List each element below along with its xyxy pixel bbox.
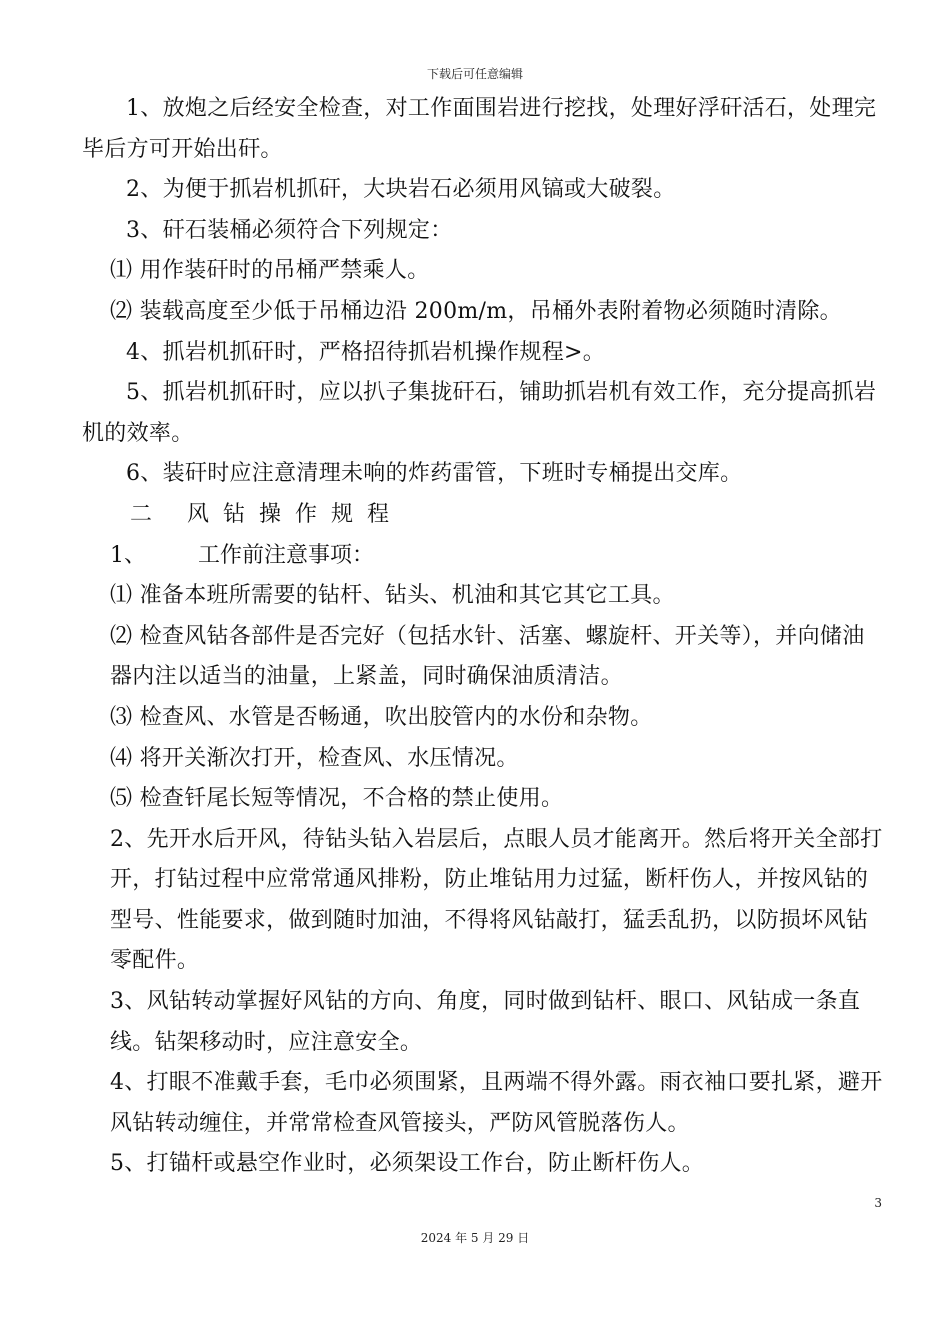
step-1-heading	[82, 536, 886, 577]
footer-date: 2024 年 5 月 29 日	[420, 1231, 530, 1245]
step-2: 2、先开水后开风，待钻头钻入岩层后，点眼人员才能离开。然后将开关全部打开，打钻过程中应常常通风排粉，防止堆钻用力过猛，断杆伤人，并按风钻的型号、性能要求，做到随时加油，不得将风钻敲打，猛丢乱扔，以防损坏风钻零配件。	[110, 826, 883, 974]
header-note: 下载后可任意编辑	[426, 67, 523, 81]
paragraph-2: 2、为便于抓岩机抓矸，大块岩石必须用风镐或大破裂。	[126, 177, 676, 203]
step-4: 4、打眼不准戴手套，毛巾必须围紧，且两端不得外露。雨衣袖口要扎紧，避开风钻转动缠住，并常常检查风管接头，严防风管脱落伤人。	[110, 1070, 883, 1136]
item-2: ⑵ 检查风钻各部件是否完好（包括水针、活塞、螺旋杆、开关等），并向储油器内注以适当的油量，上紧盖，同时确保油质清洁。	[110, 623, 865, 690]
paragraph-3-2: ⑵ 装载高度至少低于吊桶边沿 200m/m，吊桶外表附着物必须随时清除。	[110, 298, 842, 324]
paragraph-5: 5、抓岩机抓矸时，应以扒子集拢矸石，铺助抓岩机有效工作，充分提高抓岩机的效率。	[82, 380, 877, 446]
paragraph-6: 6、装矸时应注意清理未响的炸药雷管，下班时专桶提出交库。	[126, 461, 743, 487]
step-1-number: 1、	[110, 542, 146, 568]
document-body	[82, 89, 886, 1185]
paragraph-1: 1、放炮之后经安全检查，对工作面围岩进行挖找，处理好浮矸活石，处理完毕后方可开始出矸。	[82, 96, 877, 162]
item-1: ⑴ 准备本班所需要的钻杆、钻头、机油和其它其它工具。	[110, 583, 675, 609]
step-5: 5、打锚杆或悬空作业时，必须架设工作台，防止断杆伤人。	[110, 1151, 705, 1177]
item-5: ⑸ 检查钎尾长短等情况，不合格的禁止使用。	[110, 786, 564, 812]
paragraph-3-1: ⑴ 用作装矸时的吊桶严禁乘人。	[110, 258, 430, 284]
section-title: 二 风钻操作规程	[130, 501, 403, 527]
step-3: 3、风钻转动掌握好风钻的方向、角度，同时做到钻杆、眼口、风钻成一条直线。钻架移动时，应注意安全。	[110, 989, 861, 1055]
page-number: 3	[874, 1196, 882, 1210]
step-1-text: 工作前注意事项：	[198, 542, 375, 568]
paragraph-4: 4、抓岩机抓矸时，严格招待抓岩机操作规程>。	[126, 339, 606, 365]
paragraph-3: 3、矸石装桶必须符合下列规定：	[126, 217, 453, 243]
item-4: ⑷ 将开关渐次打开，检查风、水压情况。	[110, 745, 519, 771]
item-3: ⑶ 检查风、水管是否畅通，吹出胶管内的水份和杂物。	[110, 704, 653, 730]
